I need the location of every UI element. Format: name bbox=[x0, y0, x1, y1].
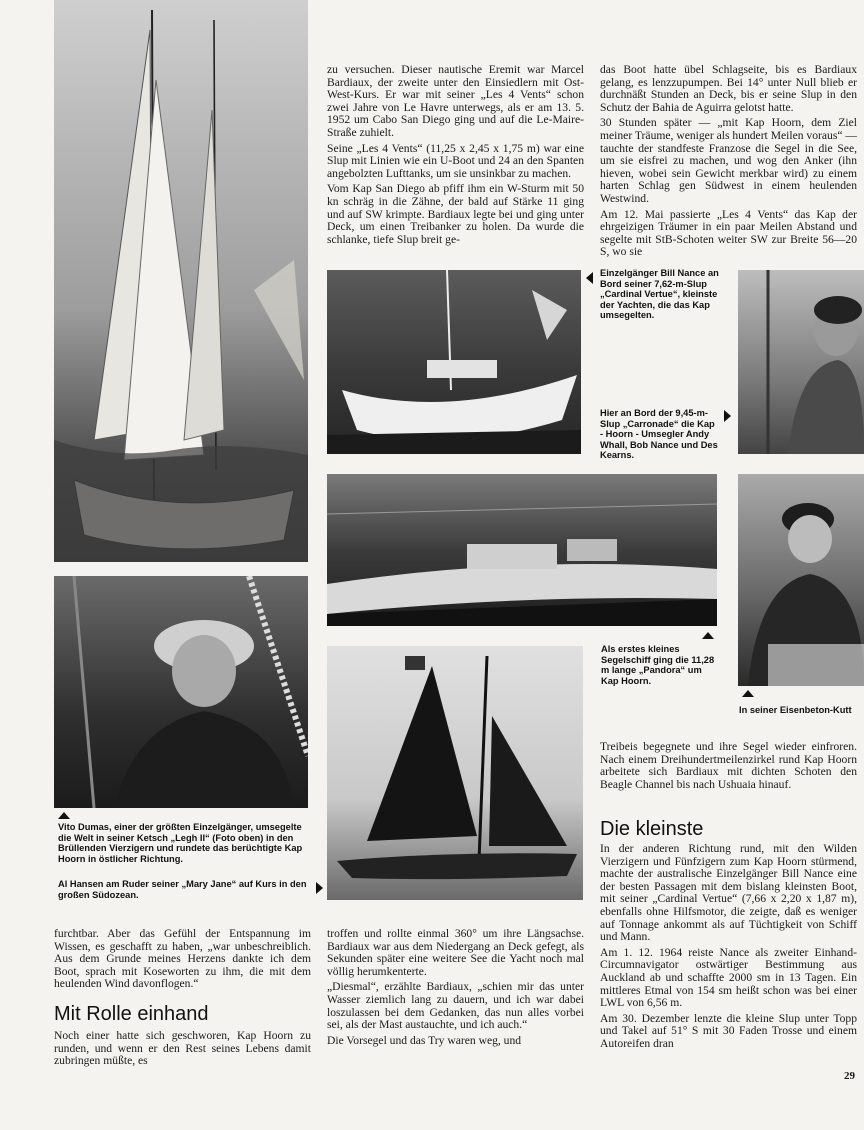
paragraph: Treibeis begegnete und ihre Segel wieder einfroren. Nach einem Dreihundertmeilenzirkel rund Kap Hoorn arbeitete sich Bardiaux mit dichten Schoten den Beagle Channel bis nach Ushuaia hinauf. bbox=[600, 740, 857, 791]
caption-pointer-up bbox=[702, 632, 714, 639]
paragraph: zu versuchen. Dieser nautische Eremit war Marcel Bardiaux, der zweite unter den Einsiedlern mit Ost-West-Kurs. Er war mit seiner „Les 4 Vents“ schon zwei Jahre von Le Havre unterwegs, als er am 13. 5. 1952 um Cabo San Diego ging und auf die Le-Maire-Straße zuhielt. bbox=[327, 63, 584, 139]
caption-pointer-right bbox=[724, 410, 731, 422]
page-number: 29 bbox=[844, 1070, 855, 1082]
photo-vito-dumas bbox=[54, 576, 308, 808]
paragraph: Am 30. Dezember lenzte die kleine Slup unter Topp und Takel auf 51° S mit 30 Faden Trosse und einem Autoreifen dran bbox=[600, 1011, 857, 1050]
paragraph: Am 1. 12. 1964 reiste Nance als zweiter Einhand-Circumnavigator ostwärtiger Bestimmung aus Auckland ab und schaffte 2000 sm in 13 Tagen. Ein mittleres Etmal von 154 sm heißt schon was bei einer LWL von 6,56 m. bbox=[600, 945, 857, 1010]
paragraph: Vom Kap San Diego ab pfiff ihm ein W-Sturm mit 50 kn schräg in die Zähne, der bald auf Stärke 11 ging und auf SW krimpte. Bardiaux legte bei und ging unter Deck, um einen Treibanker zu holen. Da wurde die schlanke, tiefe Slup breit ge- bbox=[327, 182, 584, 246]
caption-bill-nance: Einzelgänger Bill Nance an Bord seiner 7,62-m-Slup „Cardinal Vertue“, kleinste der Yachten, die das Kap umsegelten. bbox=[600, 268, 719, 321]
column-left-bottom-2 bbox=[54, 1030, 311, 1071]
caption-pointer-left bbox=[586, 272, 593, 284]
column-middle-bottom bbox=[327, 928, 584, 1050]
paragraph: In der anderen Richtung rund, mit den Wilden Vierzigern und Fünfzigern zum Kap Hoorn stürmend, machte der australische Einzelgänger Bill Nance eine der besten Passagen mit dem bislang kleinsten Boot, mit seiner „Cardinal Vertue“ (7,66 x 2,20 x 1,87 m), ebenfalls ohne Hilfsmotor, die zeigte, daß es weniger auf Tonnage ankommt als auf Tüchtigkeit von Schiff und Mann. bbox=[600, 842, 857, 944]
paragraph: furchtbar. Aber das Gefühl der Entspannung im Wissen, es geschafft zu haben, „war unbeschreiblich. Aus dem Grunde meines Herzens dankte ich dem Boot, sprach mit Koseworten zu ihm, die mit dem heulenden Wind davonflogen.“ bbox=[54, 927, 311, 991]
photo-mary-jane bbox=[327, 646, 583, 900]
column-right-top bbox=[600, 64, 857, 262]
paragraph: Seine „Les 4 Vents“ (11,25 x 2,45 x 1,75 m) war eine Slup mit Linien wie ein U-Boot und 24 an den Spanten angebolzten Lufttanks, um sie unsinkbar zu machen. bbox=[327, 141, 584, 180]
caption-carronade: Hier an Bord der 9,45-m-Slup „Carronade“ die Kap - Hoorn - Umsegler Andy Whall, Bob Nance und Des Kearns. bbox=[600, 408, 718, 461]
photo-carronade-crew bbox=[738, 270, 864, 454]
column-right-middle bbox=[600, 741, 857, 794]
photo-legh-ii-ketch bbox=[54, 0, 308, 562]
paragraph: das Boot hatte übel Schlagseite, bis es Bardiaux gelang, es lenzzupumpen. Bei 14° unter Null blieb er durchnäßt Stunden an Deck, bis er seine Slup in den Schutz der Bahia de Aguirra gelotst hatte. bbox=[600, 63, 857, 114]
paragraph: Am 12. Mai passierte „Les 4 Vents“ das Kap der ehrgeizigen Träumer in ein paar Meilen Abstand und segelte mit StB-Schoten weiter SW zur Breite 56—20 S, wo sie bbox=[600, 207, 857, 259]
headline-die-kleinste: Die kleinste bbox=[600, 818, 704, 840]
caption-eisenbeton: In seiner Eisenbeton-Kutt bbox=[739, 705, 852, 715]
caption-pointer-up bbox=[742, 690, 754, 697]
column-left-bottom bbox=[54, 928, 311, 994]
photo-cardinal-vertue bbox=[327, 270, 581, 454]
caption-pointer-up bbox=[58, 812, 70, 819]
caption-al-hansen: Al Hansen am Ruder seiner „Mary Jane“ auf Kurs in den großen Südozean. bbox=[58, 879, 307, 900]
paragraph: troffen und rollte einmal 360° um ihre Längsachse. Bardiaux war aus dem Niedergang an Deck gefegt, als Sekunden später eine weitere See die Yacht noch mal völlig herumkenterte. bbox=[327, 927, 584, 978]
headline-mit-rolle-einhand: Mit Rolle einhand bbox=[54, 1003, 209, 1025]
caption-pointer-right bbox=[316, 882, 323, 894]
column-middle-top bbox=[327, 64, 584, 249]
caption-pandora: Als erstes kleines Segelschiff ging die 11,28 m lange „Pandora“ um Kap Hoorn. bbox=[601, 644, 715, 686]
paragraph: Noch einer hatte sich geschworen, Kap Hoorn zu runden, und wenn er den Rest seines Lebens damit zubringen müßte, es bbox=[54, 1029, 311, 1068]
photo-pandora bbox=[327, 474, 717, 626]
caption-vito-dumas: Vito Dumas, einer der größten Einzelgänger, umsegelte die Welt in seiner Ketsch „Legh II“ (Foto oben) in den Brüllenden Vierzigern und rundete das berüchtigte Kap Hoorn in östlicher Richtung. bbox=[58, 822, 303, 864]
paragraph: 30 Stunden später — „mit Kap Hoorn, dem Ziel meiner Träume, weniger als hundert Meilen voraus“ — tauchte der standfeste Franzose die Segel in die See, um sie eisfrei zu machen, und wog den Anker (ihn hieven, wobei sein Gewicht merkbar wird) zu einem harten Schlag gen Südwest in einem heulenden Westwind. bbox=[600, 116, 857, 205]
paragraph: „Diesmal“, erzählte Bardiaux, „schien mir das unter Wasser ziemlich lang zu dauern, und ich war dabei loszulassen bei dem Gedanken, das nun alles vorbei sei, als der Mast austauchte, und ich auch.“ bbox=[327, 980, 584, 1032]
paragraph: Die Vorsegel und das Try waren weg, und bbox=[327, 1033, 522, 1047]
column-right-bottom bbox=[600, 843, 857, 1054]
photo-eisenbeton-cutter bbox=[738, 474, 864, 686]
